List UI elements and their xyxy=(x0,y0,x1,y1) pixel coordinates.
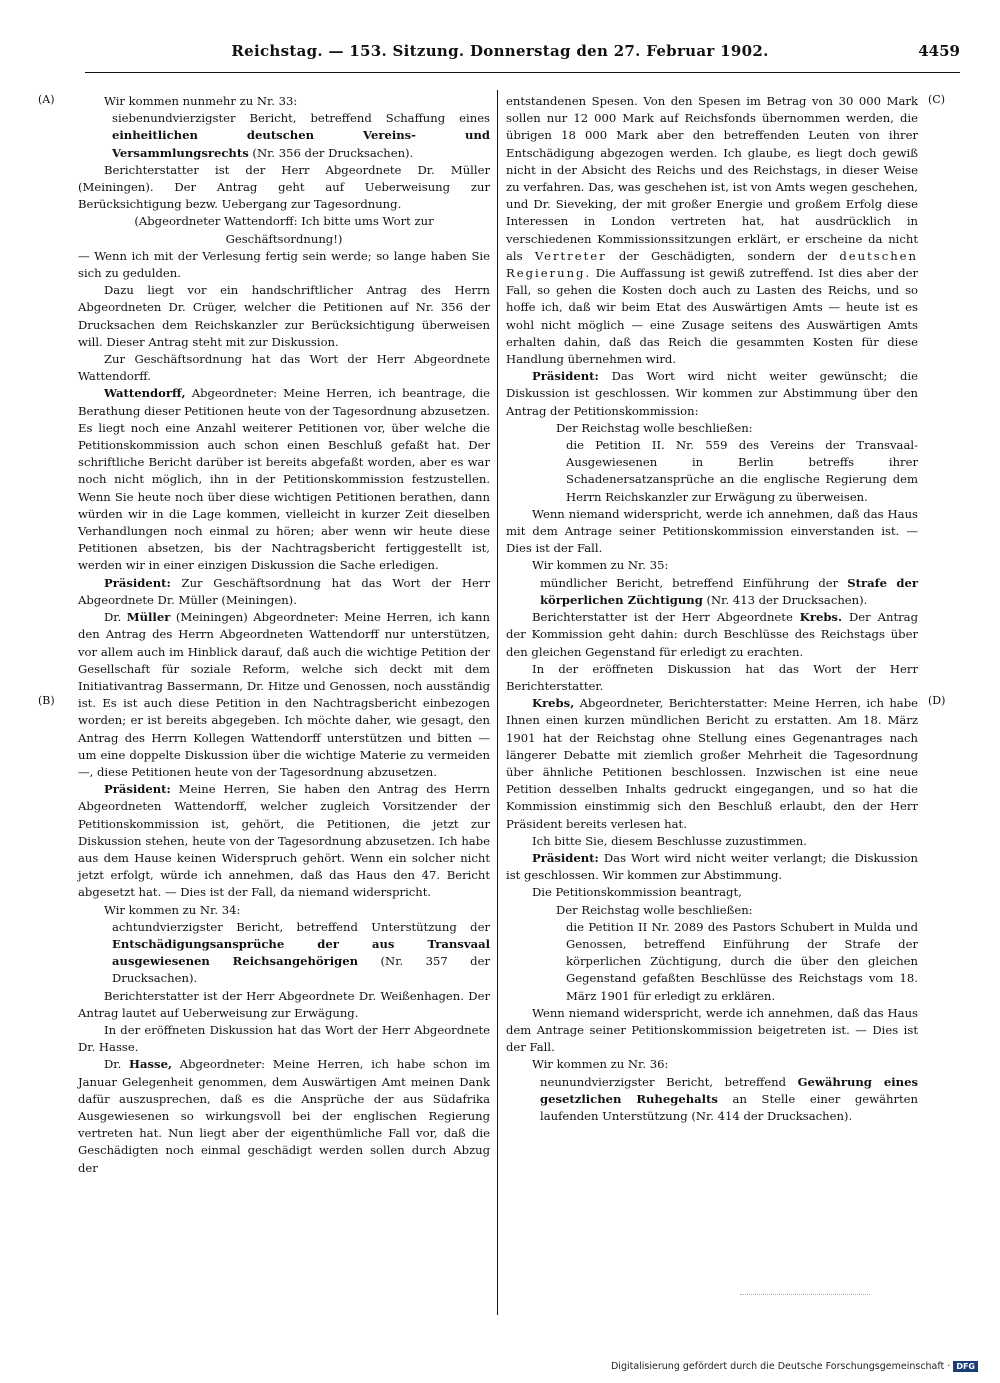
right-column xyxy=(506,93,918,1125)
speech: Präsident: Das Wort wird nicht weiter verlangt; die Diskussion ist geschlossen. Wir kommen zur Abstimmung. xyxy=(506,850,918,883)
speaker-name: Präsident: xyxy=(532,850,599,865)
paragraph: entstandenen Spesen. Von den Spesen im Betrag von 30 000 Mark sollen nur 12 000 Mark auf Reichsfonds übernommen werden, die übrigen 18 000 Mark aber den betreffenden Leuten von ihrer Entschädigung abgezogen werden. Ich glaube, es liegt doch gewiß nicht in der Absicht des Reichs und des Reichstags, in dieser Weise zu verfahren. Das, was geschehen ist, ist von Amts wegen geschehen, und Dr. Sieveking, der mit großer Energie und großem Erfolg diese Interessen in London vertreten hat, hat ausdrücklich in verschiedenen Kommissionssitzungen erklärt, er erscheine da nicht als Vertreter der Geschädigten, sondern der deutschen Regierung. Die Auffassung ist gewiß zutreffend. Ist dies aber der Fall, so gehen die Kosten doch auch zu Lasten des Reichs, und so hoffe ich, daß wir beim Etat des Auswärtigen Amts — heute ist es wohl nicht möglich — eine Zusage seitens des Auswärtigen Amts erhalten dahin, daß das Reich die gesammten Kosten für diese Handlung übernehmen wird. xyxy=(506,94,918,367)
paragraph: Wir kommen zu Nr. 34: xyxy=(104,902,241,917)
paragraph: Wenn niemand widerspricht, werde ich annehmen, daß das Haus mit dem Antrage seiner Petitionskommission einverstanden ist. — Dies ist der Fall. xyxy=(506,506,918,556)
paragraph: Ich bitte Sie, diesem Beschlusse zuzustimmen. xyxy=(532,833,807,848)
paragraph: Zur Geschäftsordnung hat das Wort der Herr Abgeordnete Wattendorff. xyxy=(78,352,490,384)
speech: Dr. Müller (Meiningen) Abgeordneter: Meine Herren, ich kann den Antrag des Herrn Abgeordneten Wattendorff nur unterstützen, vor allem auch im Hinblick darauf, daß auch die wichtige Petition der Gesellschaft für soziale Reform, welche sich deckt mit dem Initiativantrag Bassermann, Dr. Hitze und Genossen, noch ausständig ist. Es ist auch diese Petition in den Nachtragsbericht einbezogen worden; er ist bereits abgegeben. Ich möchte daher, wie gesagt, den Antrag des Herrn Kollegen Wattendorff unterstützen und bitten — um eine doppelte Diskussion über die wichtige Materie zu vermeiden —, diese Petitionen heute von der Tagesordnung abzusetzen. xyxy=(78,610,490,779)
paragraph: In der eröffneten Diskussion hat das Wort der Herr Abgeordnete Dr. Hasse. xyxy=(78,1022,490,1055)
paragraph: Dazu liegt vor ein handschriftlicher Antrag des Herrn Abgeordneten Dr. Crüger, welcher die Petitionen auf Nr. 356 der Drucksachen dem Reichskanzler zur Berücksichtigung überweisen will. Dieser Antrag steht mit zur Diskussion. xyxy=(78,283,490,349)
dfg-logo: DFG xyxy=(953,1361,978,1372)
scan-smudge xyxy=(740,1294,870,1298)
speech: Wattendorff, Abgeordneter: Meine Herren, ich beantrage, die Berathung dieser Petitionen heute von der Tagesordnung abzusetzen. Es liegt noch eine Anzahl weiterer Petitionen vor, über welche die Petitionskommission auch schon einen Beschluß gefaßt hat. Der schriftliche Bericht darüber ist bereits abgefaßt worden, aber es war noch nicht möglich, ihn in der Petitionskommission festzustellen. Wenn Sie heute noch über diese wichtigen Petitionen berathen, dann würden wir in die Lage kommen, vielleicht in kurzer Zeit dieselben Verhandlungen noch einmal zu hören; aber wenn wir heute diese Petitionen absetzen, bis der Nachtragsbericht fertiggestellt ist, werden wir in einer einzigen Diskussion die Sache erledigen. xyxy=(78,386,490,573)
column-divider xyxy=(497,90,498,1315)
paragraph: Berichterstatter ist der Herr Abgeordnete Dr. Weißenhagen. Der Antrag lautet auf Ueberweisung zur Erwägung. xyxy=(78,988,490,1020)
margin-mark-c: (C) xyxy=(928,93,945,106)
agenda-item: achtundvierzigster Bericht, betreffend Unterstützung der Entschädigungsansprüche der aus Transvaal ausgewiesenen Reichsangehörigen (Nr. 357 der Drucksachen). xyxy=(112,919,490,986)
footer-credit xyxy=(611,1361,978,1372)
paragraph: Wenn niemand widerspricht, werde ich annehmen, daß das Haus dem Antrage seiner Petitionskommission beigetreten ist. — Dies ist der Fall. xyxy=(506,1005,918,1055)
paragraph: Wir kommen zu Nr. 35: xyxy=(532,558,669,573)
agenda-item: siebenundvierzigster Bericht, betreffend Schaffung eines einheitlichen deutschen Vereins- und Versammlungsrechts (Nr. 356 der Drucksachen). xyxy=(112,111,490,160)
paragraph: Berichterstatter ist der Herr Abgeordnete Krebs. Der Antrag der Kommission geht dahin: durch Beschlüsse des Reichstags über den gleichen Gegenstand für erledigt zu erachten. xyxy=(506,610,918,659)
speaker-name: Präsident: xyxy=(104,782,171,797)
speaker-name: Wattendorff, xyxy=(104,386,186,401)
speaker-name: Präsident: xyxy=(532,369,599,384)
paragraph: Die Petitionskommission beantragt, xyxy=(532,885,742,900)
paragraph: Berichterstatter ist der Herr Abgeordnete Dr. Müller (Meiningen). Der Antrag geht auf Ueberweisung zur Berücksichtigung bezw. Uebergang zur Tagesordnung. xyxy=(78,162,490,212)
speech: Präsident: Das Wort wird nicht weiter gewünscht; die Diskussion ist geschlossen. Wir kommen zur Abstimmung über den Antrag der Petitionskommission: xyxy=(506,369,918,418)
paragraph: Wir kommen nunmehr zu Nr. 33: xyxy=(104,94,298,108)
left-column xyxy=(78,93,490,1177)
margin-mark-a: (A) xyxy=(38,93,55,106)
header-rule xyxy=(85,72,960,73)
speaker-name: Müller xyxy=(126,610,171,625)
speaker-name: Präsident: xyxy=(104,575,171,590)
margin-mark-d: (D) xyxy=(928,694,946,707)
interjection: (Abgeordneter Wattendorff: Ich bitte ums Wort zur Geschäftsordnung!) xyxy=(134,214,434,246)
paragraph: — Wenn ich mit der Verlesung fertig sein werde; so lange haben Sie sich zu gedulden. xyxy=(78,248,490,281)
header-title: Reichstag. — 153. Sitzung. Donnerstag den 27. Februar 1902. xyxy=(231,42,769,60)
paragraph: In der eröffneten Diskussion hat das Wort der Herr Berichterstatter. xyxy=(506,661,918,693)
speech: Präsident: Meine Herren, Sie haben den Antrag des Herrn Abgeordneten Wattendorff, welcher zugleich Vorsitzender der Petitionskommission ist, gehört, die Petitionen, die jetzt zur Diskussion stehen, heute von der Tagesordnung abzusetzen. Ich habe aus dem Hause keinen Widerspruch gehört. Wenn ein solcher nicht jetzt erfolgt, würde ich annehmen, daß das Haus den 47. Bericht abgesetzt hat. — Dies ist der Fall, da niemand widerspricht. xyxy=(78,782,490,900)
margin-mark-b: (B) xyxy=(38,694,55,707)
agenda-item: neunundvierzigster Bericht, betreffend Gewährung eines gesetzlichen Ruhegehalts an Stelle einer gewährten laufenden Unterstützung (Nr. 414 der Drucksachen). xyxy=(540,1074,918,1123)
footer-text: Digitalisierung gefördert durch die Deutsche Forschungsgemeinschaft · xyxy=(610,1361,951,1372)
paragraph: Wir kommen zu Nr. 36: xyxy=(532,1057,669,1072)
resolution-text: die Petition II. Nr. 559 des Vereins der Transvaal-Ausgewiesenen in Berlin betreffs ihrer Schadenersatzansprüche an die englische Regierung dem Herrn Reichskanzler zur Erwägung zu überweisen. xyxy=(566,438,918,504)
resolution-text: die Petition II Nr. 2089 des Pastors Schubert in Mulda und Genossen, betreffend Einführung der Strafe der körperlichen Züchtigung, durch die über den gleichen Gegenstand gefaßten Beschlüsse des Reichstags vom 18. März 1901 für erledigt zu erklären. xyxy=(566,919,918,1003)
page-number: 4459 xyxy=(918,42,960,60)
resolution-heading: Der Reichstag wolle beschließen: xyxy=(556,420,753,435)
resolution-heading: Der Reichstag wolle beschließen: xyxy=(556,902,753,917)
speech: Krebs, Abgeordneter, Berichterstatter: Meine Herren, ich habe Ihnen einen kurzen mündlichen Bericht zu erstatten. Am 18. März 1901 hat der Reichstag ohne Stellung eines Gegenantrages nach längerer Debatte mit ziemlich großer Mehrheit die Tagesordnung über ähnliche Petitionen beschlossen. Inzwischen ist eine neue Petition desselben Inhalts gedruckt eingegangen, und so hat die Kommission einstimmig sich den Beschluß erlaubt, den der Herr Präsident bereits verlesen hat. xyxy=(506,696,918,831)
agenda-item: mündlicher Bericht, betreffend Einführung der Strafe der körperlichen Züchtigung (Nr. 413 der Drucksachen). xyxy=(540,575,918,607)
speaker-name: Krebs, xyxy=(532,696,575,711)
speaker-name: Hasse, xyxy=(129,1057,172,1072)
speech: Präsident: Zur Geschäftsordnung hat das Wort der Herr Abgeordnete Dr. Müller (Meiningen). xyxy=(78,575,490,607)
speech: Dr. Hasse, Abgeordneter: Meine Herren, ich habe schon im Januar Gelegenheit genommen, dem Auswärtigen Amt meinen Dank dafür auszusprechen, daß es die Ansprüche der aus Südafrika Ausgewiesenen so wirkungsvoll bei der englischen Regierung vertreten hat. Nun liegt aber der eigenthümliche Fall vor, daß die Geschädigten noch einmal geschädigt werden sollen durch Abzug der xyxy=(78,1057,491,1175)
page-header xyxy=(40,42,960,72)
